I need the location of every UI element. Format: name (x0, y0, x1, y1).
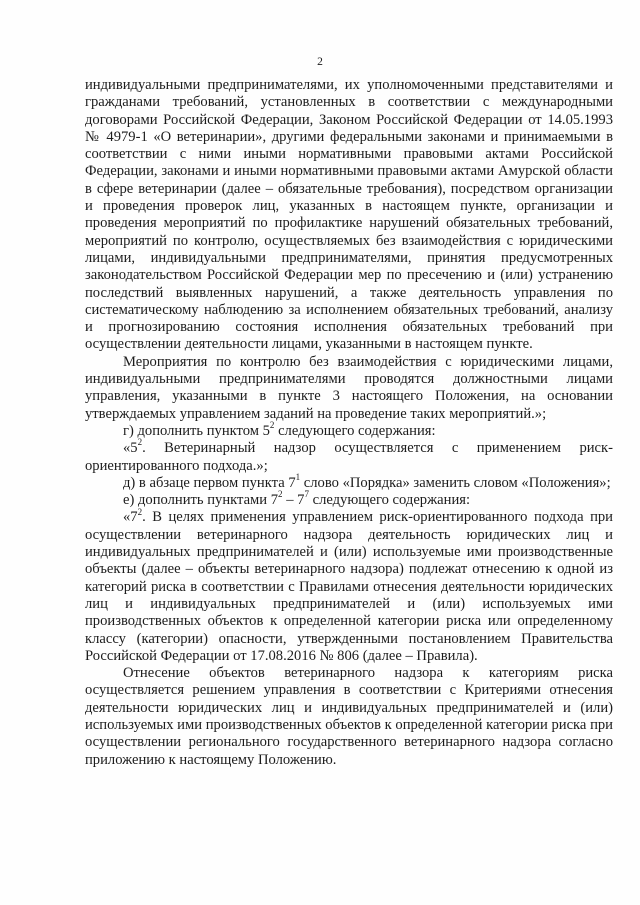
paragraph (85, 489, 613, 509)
superscript: 1 (295, 471, 301, 482)
document-body (85, 77, 613, 769)
text-run: – 7 (282, 492, 305, 509)
text-run: . В целях применения управлением риск-ориентированного подхода при осуществлении ветеринарного надзора деятельность юридических лиц и индивидуальных предпринимателей и (или) используемые ими производственные объекты (далее – объекты ветеринарного надзора) подлежат отнесению к одной из категорий риска в соответствии с Правилами отнесения деятельности юридических лиц и индивидуальных предпринимателей и (или) используемых ими производственных объектов к определенной категории риска или определенному классу (категории) опасности, утвержденными постановлением Правительства Российской Федерации от 17.08.2016 № 806 (далее – Правила). (85, 509, 613, 664)
paragraph (85, 420, 613, 440)
paragraph (85, 506, 613, 665)
superscript: 2 (269, 420, 275, 431)
text-run: слово «Порядка» заменить словом «Положения»; (300, 474, 611, 491)
superscript: 2 (137, 437, 143, 448)
text-run: следующего содержания: (274, 422, 436, 439)
paragraph (85, 77, 613, 354)
page-number: 2 (317, 56, 323, 68)
superscript: 7 (304, 489, 309, 500)
paragraph (85, 665, 613, 769)
superscript: 2 (278, 489, 283, 500)
text-run: е) дополнить пунктами 7 (123, 492, 279, 509)
text-run: г) дополнить пунктом 5 (123, 422, 270, 439)
paragraph (85, 354, 613, 423)
text-run: Отнесение объектов ветеринарного надзора к категориям риска осуществляется решением управления в соответствии с Критериями отнесения деятельности юридических лиц и индивидуальных предпринимателей и (или) используемых ими производственных объектов к определенной категории риска при осуществлении регионального государственного ветеринарного надзора согласно приложению к настоящему Положению. (85, 665, 613, 768)
text-run: следующего содержания: (308, 492, 471, 509)
text-run: «5 (123, 440, 138, 457)
text-run: индивидуальными предпринимателями, их уполномоченными представителями и гражданами требований, установленных в соответствии с международными договорами Российской Федерации, Законом Российской Федерации от 14.05.1993 № 4979-1 «О ветеринарии», другими федеральными законами и принимаемыми в соответствии с ними иными нормативными правовыми актами Российской Федерации, законами и иными нормативными правовыми актами Амурской области в сфере ветеринарии (далее – обязательные требования), посредством организации и проведения проверок лиц, указанных в настоящем пункте, организации и проведения мероприятий по профилактике нарушений обязательных требований, мероприятий по контролю, осуществляемых без взаимодействия с юридическими лицами, индивидуальными предпринимателями, принятия предусмотренных законодательством Российской Федерации мер по пресечению и (или) устранению последствий выявленных нарушений, а также деятельность управления по систематическому наблюдению за исполнением обязательных требований, анализу и прогнозированию состояния исполнения обязательных требований при осуществлении деятельности лицами, указанными в настоящем пункте. (85, 77, 613, 353)
paragraph (85, 437, 613, 475)
text-run: Мероприятия по контролю без взаимодействия с юридическими лицами, индивидуальными предпринимателями проводятся должностными лицами управления, указанными в пункте 3 настоящего Положения, на основании утверждаемых управлением заданий на проведение таких мероприятий.»; (85, 353, 613, 422)
text-run: «7 (123, 509, 138, 526)
text-run: д) в абзаце первом пункта 7 (123, 474, 296, 491)
superscript: 2 (137, 506, 143, 517)
text-run: . Ветеринарный надзор осуществляется с применением риск-ориентированного подхода.»; (85, 440, 613, 474)
paragraph (85, 471, 613, 492)
